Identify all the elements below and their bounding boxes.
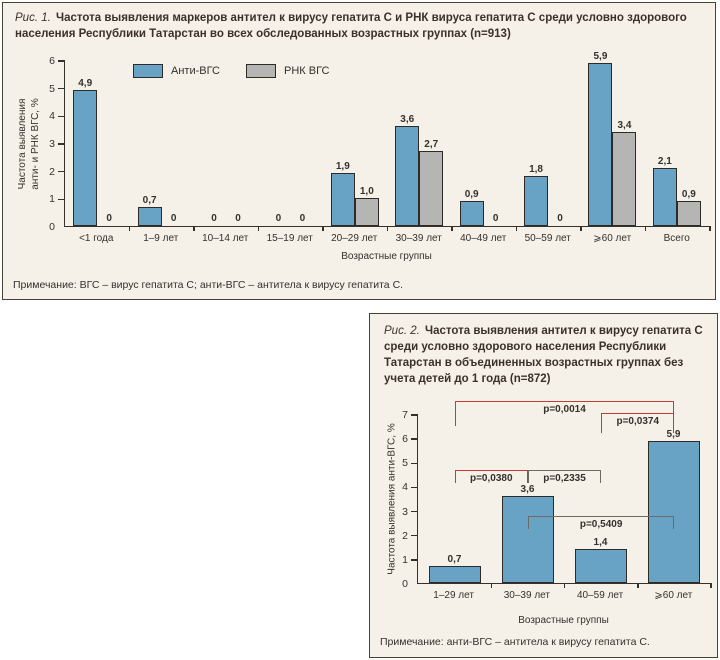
- figure2-title: [370, 314, 717, 387]
- y-axis-tick: [58, 88, 65, 90]
- bar-slot: [648, 429, 700, 583]
- category-label: 1–29 лет: [433, 590, 474, 601]
- y-axis-tick-label: 4: [402, 481, 408, 494]
- p-value-label: p=0,0380: [469, 473, 513, 485]
- y-axis-tick-label: 3: [49, 138, 55, 150]
- x-axis-tick: [645, 226, 647, 231]
- bar-pair: [395, 114, 443, 226]
- bar-slot: [429, 554, 481, 583]
- figure2-panel: [369, 313, 718, 658]
- value-label: 0,9: [464, 189, 479, 201]
- p-value-label: p=0,5409: [579, 519, 623, 531]
- value-label: 3,6: [520, 484, 535, 496]
- bar-slot: [138, 195, 162, 226]
- bar-pair: [331, 161, 379, 226]
- bar-pair: [429, 554, 481, 583]
- category-label: 10–14 лет: [202, 233, 249, 244]
- bar-slot: [502, 484, 554, 583]
- y-axis-tick-label: 7: [402, 409, 408, 421]
- x-axis-tick: [322, 226, 324, 231]
- bar-pair: [502, 484, 554, 583]
- value-label: 0: [492, 213, 499, 224]
- x-axis-tick: [710, 583, 712, 588]
- bar-slot: [548, 213, 572, 226]
- y-axis-tick: [411, 487, 418, 489]
- p-value-label: p=0,0374: [616, 415, 660, 427]
- y-axis-tick: [58, 171, 65, 173]
- category-label: <1 года: [79, 233, 114, 244]
- value-label: 0: [557, 213, 563, 224]
- x-axis-tick: [387, 226, 389, 231]
- x-axis-tick: [193, 226, 195, 231]
- x-axis-tick: [709, 226, 711, 231]
- bar-blue: [502, 496, 554, 583]
- value-label: 0,7: [447, 554, 462, 566]
- bar-blue: [138, 207, 162, 226]
- y-axis-tick: [411, 414, 418, 416]
- bar-pair: [202, 213, 250, 226]
- y-axis-tick-label: 2: [402, 529, 408, 542]
- bar-slot: [162, 213, 186, 226]
- category-label: 50–59 лет: [524, 233, 571, 244]
- category-label: Всего: [663, 233, 690, 244]
- bar-blue: [575, 549, 627, 583]
- category-label: ⩾60 лет: [654, 590, 693, 601]
- y-axis-tick: [411, 535, 418, 537]
- y-axis-tick-label: 1: [402, 553, 408, 566]
- y-axis-tick: [58, 60, 65, 62]
- bar-group: [491, 415, 564, 583]
- bar-group: [258, 61, 322, 226]
- bar-gray: [355, 198, 379, 226]
- y-axis-tick: [58, 116, 65, 118]
- bar-blue: [524, 176, 548, 226]
- bar-group: [645, 61, 709, 226]
- x-axis-tick: [564, 583, 566, 588]
- figure2-x-axis-title: Возрастные группы: [518, 615, 609, 626]
- figure2-plot-area: [402, 403, 710, 590]
- legend-label-anti-vgs: Анти-ВГС: [171, 65, 221, 77]
- value-label: 0,9: [681, 189, 696, 201]
- bar-group: [323, 61, 387, 226]
- x-axis-tick: [451, 226, 453, 231]
- value-label: 5,9: [666, 428, 681, 440]
- y-axis-tick-label: 0: [49, 221, 55, 233]
- bar-group: [637, 415, 710, 583]
- y-axis-tick-label: 6: [402, 433, 408, 446]
- bar-pair: [588, 51, 636, 226]
- bar-pair: [653, 156, 701, 226]
- figure2-y-axis-label: Частота выявления анти-ВГС, %: [386, 423, 398, 575]
- bar-slot: [73, 78, 97, 226]
- category-label: 30–39 лет: [503, 590, 550, 601]
- y-axis-tick-label: 6: [49, 55, 55, 67]
- bar-group: [194, 61, 258, 226]
- x-axis-tick: [637, 583, 639, 588]
- bar-group: [451, 61, 515, 226]
- bar-blue: [653, 168, 677, 226]
- bar-pair: [575, 537, 627, 583]
- y-axis-tick-label: 4: [49, 110, 55, 123]
- bar-group: [65, 61, 129, 226]
- value-label: 3,6: [400, 114, 415, 126]
- value-label: 0: [170, 213, 177, 224]
- bar-blue: [648, 441, 700, 583]
- bar-slot: [202, 213, 226, 226]
- bar-slot: [677, 189, 701, 226]
- y-axis-tick: [58, 143, 65, 145]
- bar-groups: [418, 415, 710, 583]
- category-label: 15–19 лет: [266, 233, 313, 244]
- bar-slot: [290, 213, 314, 226]
- y-axis-tick: [411, 511, 418, 513]
- x-axis-tick: [129, 226, 131, 231]
- value-label: 1,9: [335, 161, 350, 173]
- figure1-plot-area: [49, 50, 709, 233]
- figure2-note: Примечание: анти-ВГС – антитела к вирусу гепатита С.: [380, 636, 650, 648]
- figure1-x-axis-title: Возрастные группы: [341, 251, 432, 262]
- bar-slot: [226, 213, 250, 226]
- bar-gray: [419, 151, 443, 226]
- value-label: 0: [235, 213, 241, 224]
- legend-label-rnk-vgs: РНК ВГС: [284, 65, 330, 77]
- figure1-label: Рис. 1.: [15, 12, 51, 24]
- y-axis-tick-label: 5: [49, 82, 55, 95]
- category-label: 30–39 лет: [395, 233, 442, 244]
- bar-slot: [524, 164, 548, 226]
- bar-group: [418, 415, 491, 583]
- bar-pair: [73, 78, 121, 226]
- value-label: 0: [211, 213, 217, 224]
- x-axis-tick: [580, 226, 582, 231]
- figure2-title-text: Частота выявления антител к вирусу гепатита С среди условно здорового населения Республики Татарстан в объединенных возрастных группах без учета детей до 1 года (n=872): [384, 325, 703, 385]
- bar-blue: [588, 63, 612, 226]
- category-label: 1–9 лет: [143, 233, 179, 244]
- p-value-label: p=0,2335: [543, 473, 586, 485]
- bar-slot: [97, 213, 121, 226]
- bar-slot: [575, 537, 627, 583]
- x-axis-tick: [516, 226, 518, 231]
- figure1-panel: [2, 2, 716, 300]
- value-label: 1,0: [359, 186, 374, 198]
- bar-blue: [460, 201, 484, 226]
- category-label: 40–49 лет: [460, 233, 507, 244]
- figure2-category-axis: [417, 590, 710, 601]
- value-label: 1,4: [593, 537, 608, 549]
- p-value-label: p=0,0014: [543, 403, 586, 415]
- bar-slot: [355, 186, 379, 226]
- value-label: 3,4: [617, 119, 632, 131]
- bar-group: [580, 50, 644, 226]
- figure2-label: Рис. 2.: [384, 325, 420, 337]
- y-axis-tick: [411, 463, 418, 465]
- y-axis-tick-label: 0: [402, 578, 408, 590]
- value-label: 4,9: [78, 78, 93, 90]
- bar-group: [516, 61, 580, 226]
- y-axis-tick: [411, 438, 418, 440]
- bar-gray: [612, 132, 636, 226]
- bar-groups: [65, 50, 709, 226]
- bar-blue: [331, 173, 355, 226]
- value-label: 5,9: [593, 50, 608, 62]
- bar-slot: [460, 189, 484, 226]
- bar-slot: [653, 156, 677, 226]
- bar-slot: [588, 51, 612, 226]
- bar-slot: [331, 161, 355, 226]
- figure1-title-text: Частота выявления маркеров антител к вирусу гепатита С и РНК вируса гепатита С среди условно здорового населения Республики Татарстан во всех обследованных возрастных группах (n=913): [15, 12, 687, 40]
- bar-group: [564, 415, 637, 583]
- bar-slot: [266, 213, 290, 226]
- category-label: 40–59 лет: [577, 590, 624, 601]
- value-label: 1,8: [529, 164, 543, 176]
- y-axis-tick-label: 3: [402, 505, 408, 518]
- bar-slot: [484, 213, 508, 226]
- value-label: 2,7: [424, 139, 439, 151]
- value-label: 2,1: [657, 155, 672, 167]
- bar-pair: [648, 429, 700, 583]
- y-axis-tick: [411, 559, 418, 561]
- figure1-y-axis-label: Частота выявления анти- и РНК ВГС, %: [17, 98, 41, 190]
- bar-slot: [419, 139, 443, 226]
- bar-pair: [266, 213, 314, 226]
- category-label: ⩾60 лет: [593, 233, 632, 244]
- value-label: 0: [275, 213, 282, 224]
- value-label: 0: [106, 213, 112, 224]
- bar-blue: [395, 126, 419, 226]
- figure1-category-axis: [64, 233, 709, 244]
- bar-slot: [612, 120, 636, 226]
- figure1-title: [3, 3, 715, 43]
- y-axis-tick-label: 2: [49, 165, 55, 178]
- bar-pair: [460, 189, 508, 226]
- y-axis-tick-label: 1: [49, 193, 55, 206]
- y-axis-tick: [58, 199, 65, 201]
- x-axis-tick: [258, 226, 260, 231]
- figure1-note: Примечание: ВГС – вирус гепатита С; анти-ВГС – антитела к вирусу гепатита С.: [13, 279, 404, 291]
- y-axis-tick-label: 5: [402, 457, 408, 470]
- bar-blue: [429, 566, 481, 583]
- value-label: 0: [299, 213, 306, 224]
- bar-group: [129, 61, 193, 226]
- bar-blue: [73, 90, 97, 226]
- bar-pair: [138, 195, 186, 226]
- bar-group: [387, 61, 451, 226]
- x-axis-tick: [491, 583, 493, 588]
- category-label: 20–29 лет: [331, 233, 378, 244]
- value-label: 0,7: [142, 194, 157, 206]
- bar-slot: [395, 114, 419, 226]
- bar-pair: [524, 164, 572, 226]
- bar-gray: [677, 201, 701, 226]
